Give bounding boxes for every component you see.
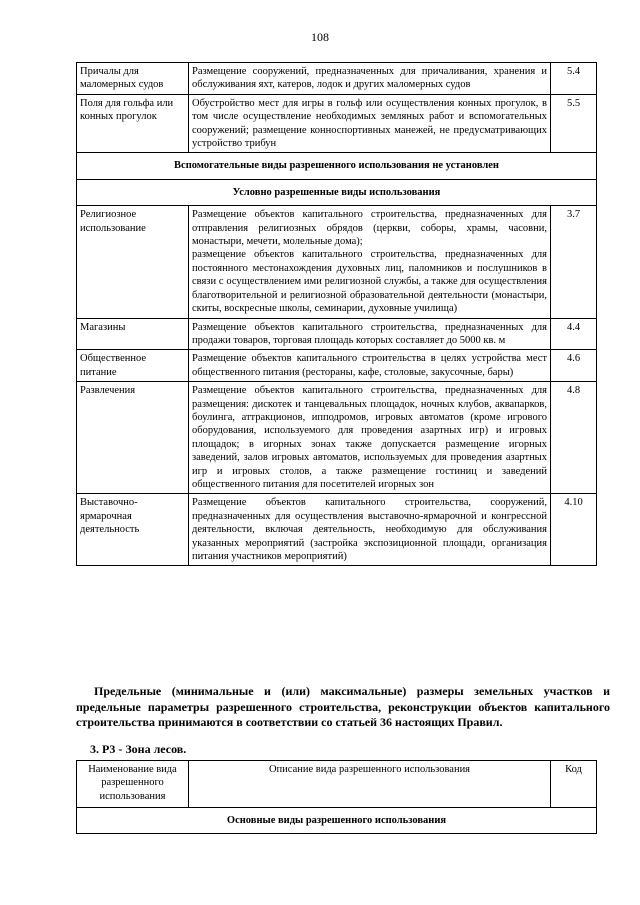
use-description-part: Размещение объектов капитального строительства, предназначенных для отправления религиозных обрядов (церкви, соборы, храмы, часовни, монастыри, мечети, молельные дома); [192,209,547,248]
use-code: 4.10 [551,494,597,566]
section-row-conditional [77,179,597,205]
use-name: Поля для гольфа или конных прогулок [77,94,189,153]
use-description: Размещение сооружений, предназначенных для причаливания, хранения и обслуживания яхт, катеров, лодок и других маломерных судов [189,63,551,95]
use-description: Обустройство мест для игры в гольф или осуществления конных прогулок, в том числе осуществление необходимых земляных работ и вспомогательных сооружений; размещение конноспортивных манежей, не предусматривающих устройство трибун [189,94,551,153]
use-description: Размещение объектов капитального строительства в целях устройства мест общественного питания (рестораны, кафе, столовые, закусочные, бары) [189,350,551,382]
use-description: Размещение объектов капитального строительства, сооружений, предназначенных для осуществления выставочно-ярмарочной и конгрессной деятельности, включая деятельность, необходимую для обслуживания указанных мероприятий (застройка экспозиционной площади, организация питания участников мероприятий) [189,494,551,566]
auxiliary-uses-header: Вспомогательные виды разрешенного использования не установлен [77,153,597,179]
table-row [77,94,597,153]
parameters-paragraph: Предельные (минимальные и (или) максимальные) размеры земельных участков и предельные параметры разрешенного строительства, реконструкции объектов капитального строительства принимаются в соответствии со статьей 36 настоящих Правил. [76,684,610,729]
use-code: 5.4 [551,63,597,95]
zone-heading: 3. Р3 - Зона лесов. [90,742,187,756]
use-name: Магазины [77,318,189,350]
use-code: 5.5 [551,94,597,153]
use-code: 4.6 [551,350,597,382]
section-row-auxiliary [77,153,597,179]
main-uses-header: Основные виды разрешенного использования [77,808,597,834]
use-code: 4.8 [551,382,597,494]
table-row [77,494,597,566]
section-row-main [77,808,597,834]
column-header-code: Код [551,761,597,808]
use-code: 4.4 [551,318,597,350]
page-number: 108 [311,30,329,44]
table-header-row [77,761,597,808]
column-header-description: Описание вида разрешенного использования [189,761,551,808]
use-description: Размещение объектов капитального строительства, предназначенных для размещения: дискотек и танцевальных площадок, ночных клубов, аквапарков, боулинга, аттракционов, ипподромов, игровых автоматов (кроме игрового оборудования, используемого для проведения азартных игр) и игровых площадок; в игорных зонах также допускается размещение игорных заведений, залов игровых автоматов, используемых для проведения азартных игр и игровых столов, а также размещение гостиниц и заведений общественного питания для посетителей игорных зон [189,382,551,494]
use-name: Развлечения [77,382,189,494]
table-row [77,382,597,494]
use-name: Общественное питание [77,350,189,382]
use-name: Причалы для маломерных судов [77,63,189,95]
use-description [189,206,551,318]
table-row [77,350,597,382]
use-code: 3.7 [551,206,597,318]
use-name: Религиозное использование [77,206,189,318]
table-row [77,206,597,318]
use-description-part: размещение объектов капитального строительства, предназначенных для постоянного местонахождения духовных лиц, паломников и послушников в связи с осуществлением ими религиозной службы, а также для осуществления благотворительной и религиозной образовательной деятельности (монастыри, скиты, воскресные школы, семинарии, духовные училища) [192,249,547,315]
use-description: Размещение объектов капитального строительства, предназначенных для продажи товаров, торговая площадь которых составляет до 5000 кв. м [189,318,551,350]
zone-uses-table [76,760,597,834]
table-row [77,63,597,95]
column-header-name: Наименование вида разрешенного использования [77,761,189,808]
conditional-uses-header: Условно разрешенные виды использования [77,179,597,205]
use-name: Выставочно-ярмарочная деятельность [77,494,189,566]
table-row [77,318,597,350]
land-use-table [76,62,597,566]
